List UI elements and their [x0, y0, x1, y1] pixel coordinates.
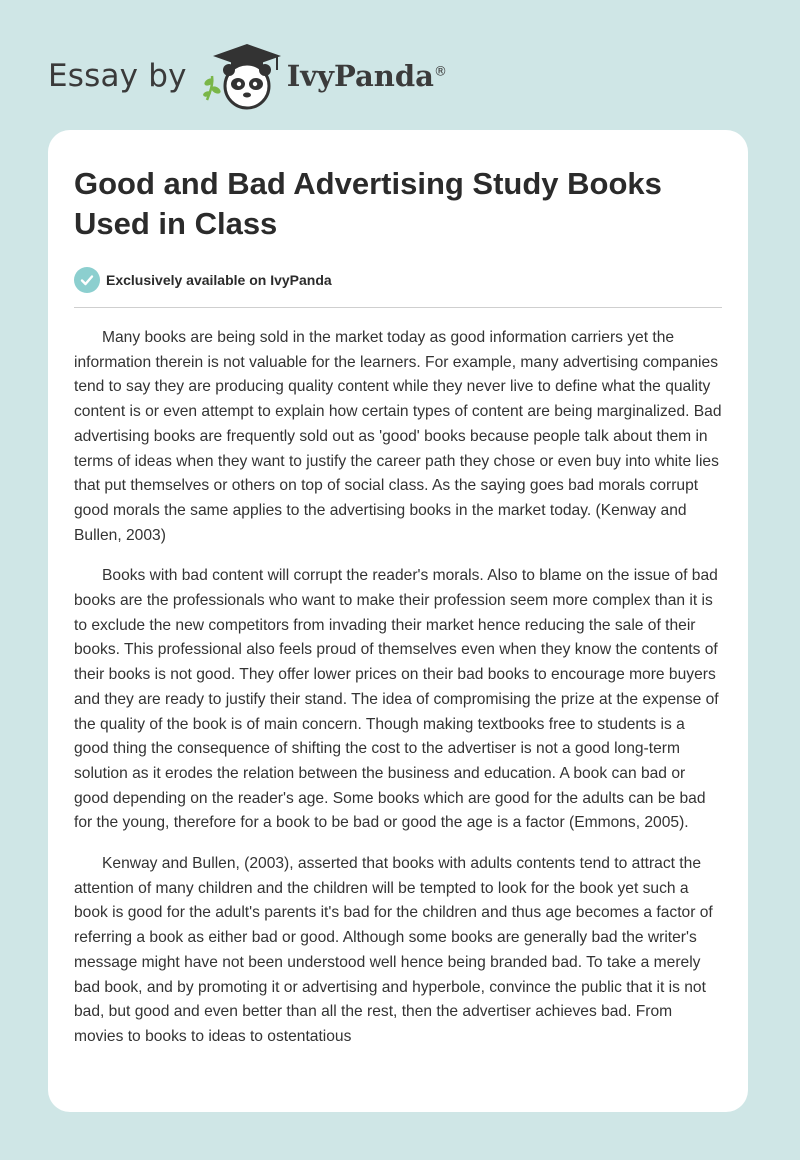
site-header: [48, 36, 748, 116]
badge-label: Exclusively available on IvyPanda: [106, 272, 332, 288]
paragraph: Many books are being sold in the market today as good information carriers yet the information therein is not valuable for the learners. For example, many advertising companies tend to say they are producing quality content while they never live to define what the quality content is or even attempt to explain how certain types of content are being marginalized. Bad advertising books are frequently sold out as 'good' books because people talk about them in terms of ideas when they want to justify the career path they chose or even buy into white lies that put themselves or others on top of social class. As the saying goes bad morals corrupt good morals the same applies to the advertising books in the market today. (Kenway and Bullen, 2003): [74, 329, 722, 544]
essay-body: [74, 326, 722, 1050]
essay-by-label: Essay by: [48, 58, 187, 94]
page-title: Good and Bad Advertising Study Books Used in Class: [74, 166, 662, 241]
paragraph: Kenway and Bullen, (2003), asserted that books with adults contents tend to attract the attention of many children and the children will be tempted to look for the book yet such a book is good for the adult's parents it's bad for the children and thus age becomes a factor of referring a book as either bad or good. Although some books are generally bad the writer's message might have not been understood well hence being branded bad. To take a merely bad book, and by promoting it or advertising and hyperbole, convince the public that it is not bad, but good and even better than all the rest, then the advertiser achieves bad. From movies to books to ideas to ostentatious: [74, 855, 713, 1045]
registered-mark: ®: [433, 64, 447, 80]
divider: [74, 307, 722, 308]
exclusive-badge: [74, 267, 722, 293]
check-icon: [74, 267, 100, 293]
essay-card: [48, 130, 748, 1112]
brand-label: IvyPanda: [286, 59, 434, 93]
panda-graduate-icon: [201, 40, 285, 112]
brand-name[interactable]: [287, 59, 447, 93]
paragraph: Books with bad content will corrupt the reader's morals. Also to blame on the issue of bad books are the professionals who want to make their profession seem more complex than it is to exclude the new competitors from invading their market hence reducing the sale of their books. This professional also feels proud of themselves even when they know the contents of their books is not good. They offer lower prices on their bad books to encourage more buyers and they are ready to justify their stand. The idea of compromising the prize at the expense of the quality of the book is of main concern. Though making textbooks free to students is a good thing the consequence of shifting the cost to the advertiser is not a good long-term solution as it erodes the relation between the business and education. A book can bad or good depending on the reader's age. Some books which are good for the adults can be bad for the young, therefore for a book to be bad or good the age is a factor (Emmons, 2005).: [74, 567, 719, 832]
